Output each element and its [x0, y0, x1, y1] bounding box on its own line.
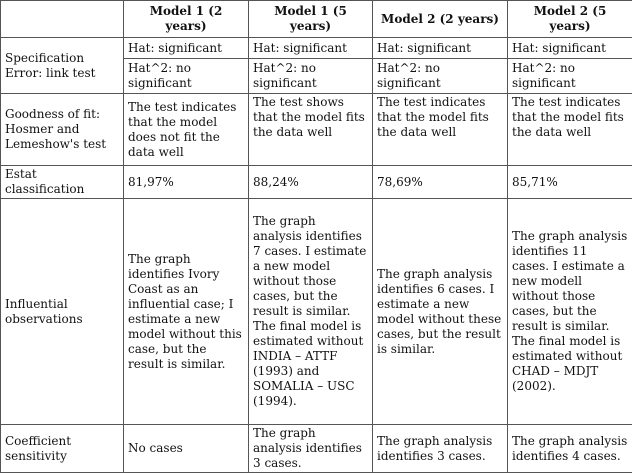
- table-cell: 78,69%: [373, 166, 508, 199]
- table-row: [1, 94, 632, 166]
- table-row: [1, 425, 632, 473]
- table-cell: 81,97%: [124, 166, 249, 199]
- row-label: Goodness of fit: Hosmer and Lemeshow's test: [1, 94, 124, 166]
- table-cell: The test shows that the model fits the data well: [249, 94, 373, 166]
- table-cell: The graph analysis identifies 3 cases.: [373, 425, 508, 473]
- row-label: Specification Error: link test: [1, 38, 124, 94]
- cell-line: Hat^2: no significant: [124, 58, 248, 91]
- row-label: Coefficient sensitivity: [1, 425, 124, 473]
- table-cell: [508, 38, 632, 94]
- cell-line: Hat^2: no significant: [508, 58, 632, 91]
- header-model2-5y: Model 2 (5 years): [508, 1, 632, 38]
- table-cell: The graph analysis identifies 11 cases. I estimate a new modell without those cases, but the result is similar. The final model is estimated without CHAD – MDJT (2002).: [508, 199, 632, 425]
- table-row: [1, 38, 632, 94]
- table-cell: [249, 38, 373, 94]
- header-model2-2y: Model 2 (2 years): [373, 1, 508, 38]
- table-cell: The graph analysis identifies 7 cases. I estimate a new model without those cases, but the result is similar. The final model is estimated without INDIA – ATTF (1993) and SOMALIA – USC (1994).: [249, 199, 373, 425]
- table-cell: The graph analysis identifies 3 cases.: [249, 425, 373, 473]
- table-cell: The graph identifies Ivory Coast as an influential case; I estimate a new model without this case, but the result is similar.: [124, 199, 249, 425]
- cell-line: Hat^2: no significant: [249, 58, 372, 91]
- table-cell: The test indicates that the model fits the data well: [508, 94, 632, 166]
- table-cell: 85,71%: [508, 166, 632, 199]
- table-cell: The graph analysis identifies 4 cases.: [508, 425, 632, 473]
- row-label: Estat classification: [1, 166, 124, 199]
- header-row: [1, 1, 632, 38]
- table-cell: The test indicates that the model does not fit the data well: [124, 94, 249, 166]
- row-label: Influential observations: [1, 199, 124, 425]
- header-model1-5y: Model 1 (5 years): [249, 1, 373, 38]
- cell-line: Hat: significant: [253, 41, 368, 56]
- cell-line: Hat: significant: [512, 41, 628, 56]
- table-cell: [124, 38, 249, 94]
- table-cell: The test indicates that the model fits the data well: [373, 94, 508, 166]
- table-cell: 88,24%: [249, 166, 373, 199]
- header-model1-2y: Model 1 (2 years): [124, 1, 249, 38]
- table-row: [1, 166, 632, 199]
- header-blank: [1, 1, 124, 38]
- table-row: [1, 199, 632, 425]
- table-cell: The graph analysis identifies 6 cases. I estimate a new model without these cases, but the result is similar.: [373, 199, 508, 425]
- cell-line: Hat: significant: [128, 41, 244, 56]
- table-cell: No cases: [124, 425, 249, 473]
- table-cell: [373, 38, 508, 94]
- cell-line: Hat: significant: [377, 41, 503, 56]
- cell-line: Hat^2: no significant: [373, 58, 507, 91]
